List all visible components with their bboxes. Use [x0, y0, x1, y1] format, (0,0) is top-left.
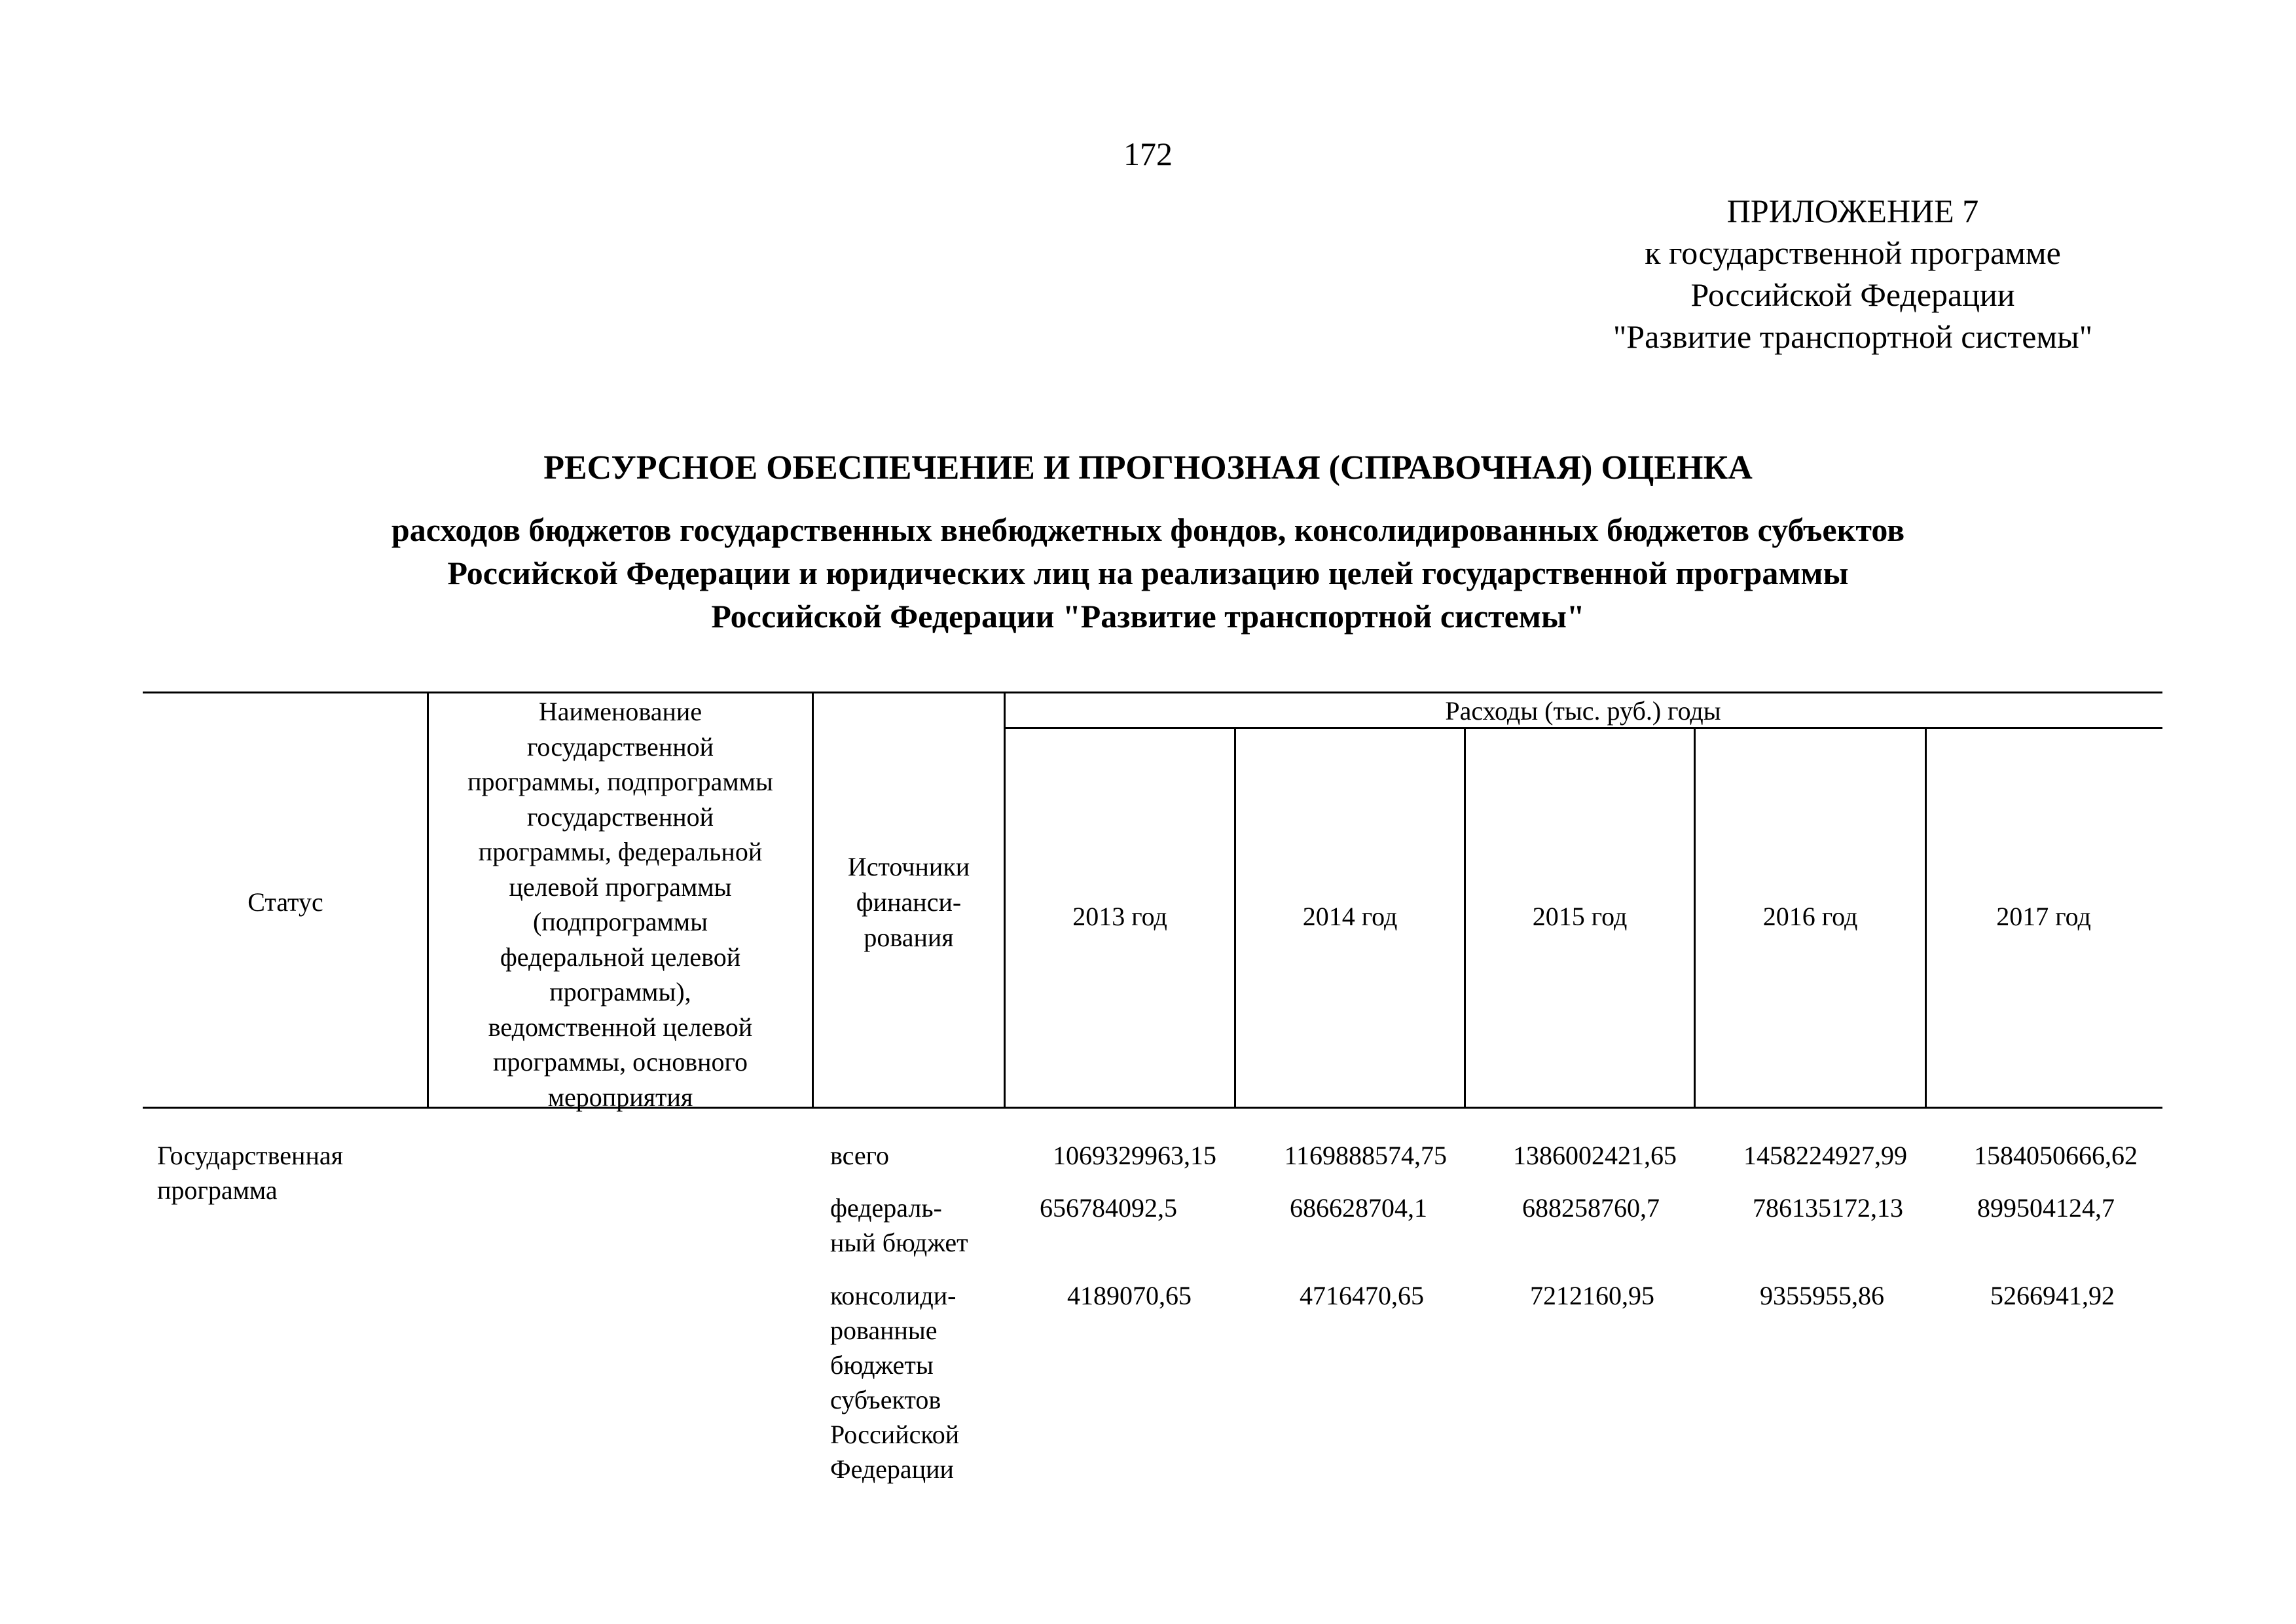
header-name-line: программы, основного — [493, 1047, 748, 1077]
document-title: РЕСУРСНОЕ ОБЕСПЕЧЕНИЕ И ПРОГНОЗНАЯ (СПРАВОЧНАЯ) ОЦЕНКА — [543, 449, 1753, 487]
header-name-line: ведомственной целевой — [488, 1012, 753, 1042]
table-cell-federal-2013: 656784092,5 — [1040, 1193, 1177, 1223]
table-cell-federal-2017: 899504124,7 — [1977, 1193, 2115, 1223]
subtitle-line: расходов бюджетов государственных внебюджетных фондов, консолидированных бюджетов субъектов — [391, 511, 1905, 548]
header-name-line: программы), — [549, 977, 691, 1006]
row-status-line: Государственная — [157, 1141, 344, 1170]
row-source-line: консолиди- — [830, 1281, 957, 1310]
header-name-line: государственной — [526, 731, 714, 762]
appendix-line: ПРИЛОЖЕНИЕ 7 — [1726, 193, 1979, 229]
row-source-total — [830, 1138, 889, 1173]
table-cell-regional-2015: 7212160,95 — [1530, 1281, 1654, 1310]
header-name-line: мероприятия — [547, 1082, 693, 1112]
header-financing-sources — [814, 697, 1004, 1107]
header-program-name — [429, 694, 812, 1115]
row-source-line: всего — [830, 1141, 890, 1170]
table-cell-regional-2014: 4716470,65 — [1300, 1281, 1424, 1310]
row-source-line: бюджеты — [830, 1350, 934, 1380]
header-sources-line: Источники — [847, 851, 970, 881]
header-year-2015: 2015 год — [1532, 902, 1628, 931]
table-cell-regional-2017: 5266941,92 — [1990, 1281, 2115, 1310]
table-cell-federal-2014: 686628704,1 — [1290, 1193, 1427, 1223]
table-cell-total-2014: 1169888574,75 — [1284, 1141, 1447, 1170]
subtitle-line: Российской Федерации "Развитие транспортной системы" — [711, 598, 1585, 635]
row-source-line: рованные — [830, 1316, 938, 1345]
header-name-line: государственной — [526, 802, 714, 832]
row-source-line: ный бюджет — [830, 1228, 968, 1257]
row-source-line: Федерации — [830, 1454, 954, 1484]
table-cell-federal-2016: 786135172,13 — [1753, 1193, 1903, 1223]
table-cell-regional-2016: 9355955,86 — [1760, 1281, 1884, 1310]
table-cell-regional-2013: 4189070,65 — [1067, 1281, 1192, 1310]
table-cell-total-2015: 1386002421,65 — [1513, 1141, 1677, 1170]
header-name-line: программы, федеральной — [478, 837, 763, 866]
header-status: Статус — [247, 887, 323, 917]
row-status-line: программа — [157, 1175, 278, 1205]
table-cell-total-2017: 1584050666,62 — [1974, 1141, 2138, 1170]
row-source-line: субъектов — [830, 1385, 941, 1414]
page-number: 172 — [1123, 136, 1173, 172]
row-source-line: Российской — [830, 1420, 960, 1449]
row-source-line: федераль- — [830, 1193, 942, 1223]
header-year-2016: 2016 год — [1762, 902, 1858, 931]
header-name-line: целевой программы — [509, 872, 732, 902]
table-cell-total-2016: 1458224927,99 — [1743, 1141, 1907, 1170]
header-name-line: (подпрограммы — [533, 907, 708, 936]
subtitle-line: Российской Федерации и юридических лиц на реализацию целей государственной программы — [447, 555, 1849, 591]
row-source-regional — [830, 1278, 959, 1486]
header-year-2017: 2017 год — [1996, 902, 2091, 931]
header-name-line: Наименование — [538, 697, 702, 726]
header-sources-line: финанси- — [856, 887, 962, 917]
appendix-line: Российской Федерации — [1690, 276, 2015, 313]
row-status — [157, 1138, 343, 1208]
header-year-2013: 2013 год — [1072, 902, 1167, 931]
header-name-line: программы, подпрограммы — [467, 767, 773, 796]
appendix-block — [1506, 190, 2200, 358]
header-expenses: Расходы (тыс. руб.) годы — [1445, 696, 1721, 726]
header-year-2014: 2014 год — [1302, 902, 1398, 931]
header-name-line: федеральной целевой — [500, 942, 741, 972]
table-cell-federal-2015: 688258760,7 — [1522, 1193, 1660, 1223]
document-subtitle — [0, 508, 2296, 638]
header-sources-line: рования — [864, 922, 954, 952]
appendix-line: "Развитие транспортной системы" — [1613, 318, 2093, 355]
row-source-federal — [830, 1190, 968, 1260]
appendix-line: к государственной программе — [1645, 234, 2061, 271]
table-cell-total-2013: 1069329963,15 — [1053, 1141, 1216, 1170]
